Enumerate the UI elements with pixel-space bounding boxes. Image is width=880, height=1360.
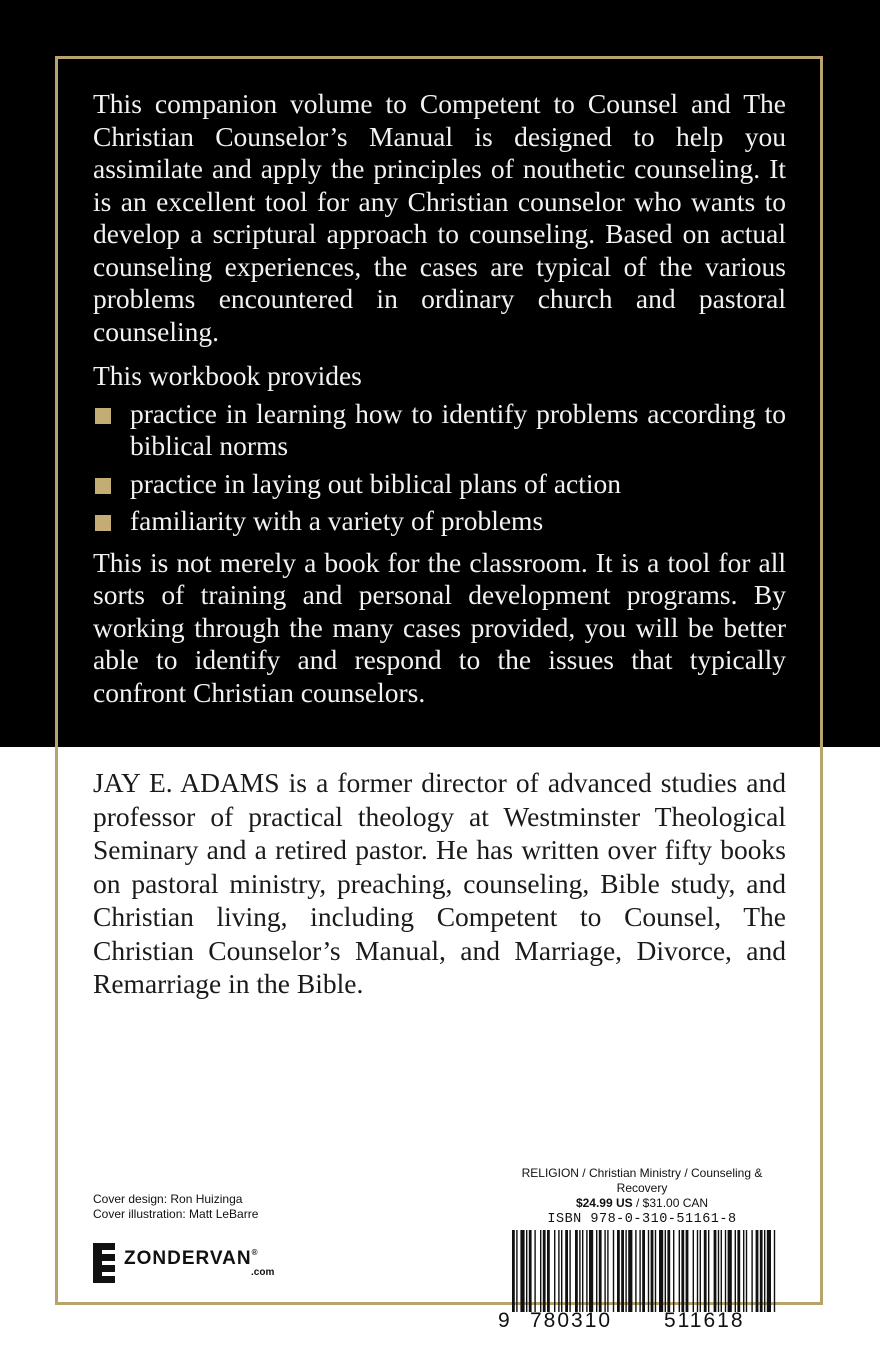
bisac-category: RELIGION / Christian Ministry / Counseling & Recovery	[521, 1166, 763, 1195]
bullet-square-icon	[95, 478, 111, 494]
price-us: $24.99 US	[575, 1196, 633, 1210]
list-item-text: practice in laying out biblical plans of action	[130, 467, 622, 499]
blurb-intro: This companion volume to Competent to Counsel and The Christian Counselor’s Manual is designed to help you assimilate and apply the principles of nouthetic counseling. It is an excellent tool for any Christian counselor who wants to develop a scriptural approach to counseling. Based on actual counseling experiences, the cases are typical of the various problems encountered in ordinary church and pastoral counseling.	[93, 88, 786, 347]
isbn-label: ISBN 978-0-310-51161-8	[547, 1212, 737, 1227]
list-item	[93, 468, 786, 501]
author-bio: JAY E. ADAMS is a former director of advanced studies and professor of practical theology at Westminster Theological Seminary and a retired pastor. He has written over fifty books on pastoral ministry, preaching, counseling, Bible study, and Christian living, including Competent to Counsel, The Christian Counselor’s Manual, and Marriage, Divorce, and Remarriage in the Bible.	[93, 767, 786, 999]
price-can: / $31.00 CAN	[632, 1196, 709, 1210]
zondervan-logo-icon	[93, 1243, 115, 1283]
publisher-name: ZONDERVAN	[124, 1248, 252, 1269]
cover-credits	[93, 1192, 258, 1222]
barcode-lead-digit: 9	[498, 1309, 510, 1332]
blurb-lead: This workbook provides	[93, 360, 362, 391]
registered-mark: ®	[251, 1248, 259, 1257]
barcode-icon	[508, 1230, 778, 1312]
bullet-square-icon	[95, 408, 111, 424]
barcode-digits-left: 780310	[530, 1309, 613, 1332]
back-cover-blurb	[93, 88, 786, 709]
barcode-block	[498, 1166, 786, 1330]
bullet-square-icon	[95, 515, 111, 531]
cover-design-credit: Cover design: Ron Huizinga	[93, 1192, 243, 1206]
list-item	[93, 505, 786, 538]
publisher-logo	[93, 1243, 333, 1283]
publisher-dotcom: .com	[251, 1267, 275, 1278]
list-item-text: familiarity with a variety of problems	[130, 505, 544, 536]
list-item-text: practice in learning how to identify problems according to biblical norms	[130, 397, 786, 461]
blurb-closing: This is not merely a book for the classroom. It is a tool for all sorts of training and personal development programs. By working through the many cases provided, you will be better able to identify and respond to the issues that typically confront Christian counselors.	[93, 546, 786, 708]
barcode-digits-right: 511618	[664, 1309, 745, 1332]
feature-list	[93, 398, 786, 538]
cover-illustration-credit: Cover illustration: Matt LeBarre	[93, 1207, 259, 1221]
price-line	[498, 1196, 786, 1211]
barcode-digits	[498, 1310, 786, 1332]
list-item	[93, 398, 786, 463]
